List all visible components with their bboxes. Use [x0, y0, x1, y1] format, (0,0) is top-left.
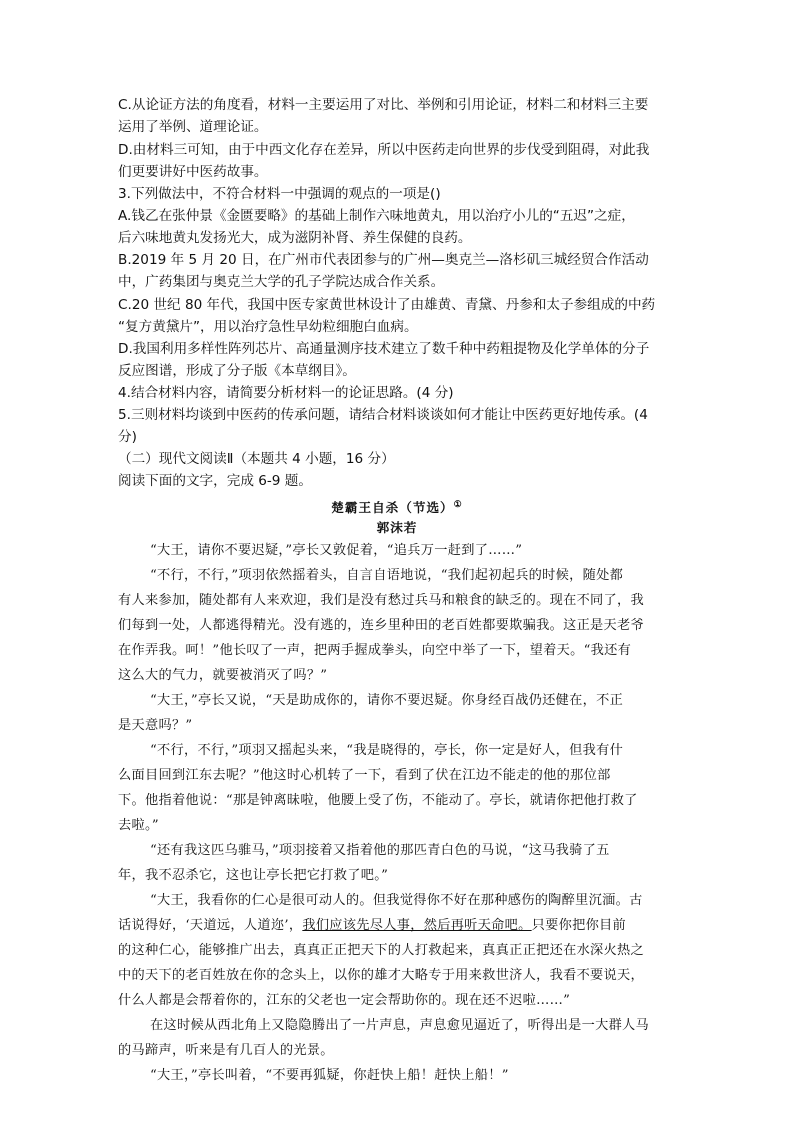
passage-line: “还有我这匹乌骓马，”项羽接着又指着他的那匹青白色的马说，“这马我骑了五 — [150, 843, 610, 858]
q3-option-c-line-1: C.20 世纪 80 年代，我国中医专家黄世林设计了由雄黄、青黛、丹参和太子参组成的中药 — [118, 297, 656, 313]
question-5-line-2: 分) — [118, 429, 137, 445]
passage-line: 们每到一处，人都逃得精光。没有逃的，连乡里种田的老百姓都要欺骗我。这正是天老爷 — [118, 618, 645, 633]
passage-text: 话说得好，‘天道远，人道迩’， — [118, 918, 303, 933]
question-4: 4.结合材料内容，请简要分析材料一的论证思路。(4 分) — [118, 385, 454, 401]
q3-option-b-line-2: 中，广药集团与奥克兰大学的孔子学院达成合作关系。 — [118, 274, 445, 290]
passage-line: “大王，我看你的仁心是很可动人的。但我觉得你不好在那种感伤的陶醉里沉湎。古 — [150, 893, 643, 908]
passage-line: “大王，”亭长又说，“天是助成你的，请你不要迟疑。你身经百战仍还健在，不正 — [150, 693, 624, 708]
passage-line: 这么大的气力，就要被消灭了吗？” — [118, 668, 328, 683]
passage-title — [0, 495, 794, 518]
passage-title-text: 楚霸王自杀（节选） — [331, 500, 454, 516]
option-d-line-1: D.由材料三可知，由于中西文化存在差异，所以中医药走向世界的步伐受到阻碍，对此我 — [118, 142, 650, 158]
passage-line: 下。他指着他说：“那是钟离昧啦，他腰上受了伤，不能动了。亭长，就请你把他打救了 — [118, 793, 638, 808]
passage-line: 的这种仁心，能够推广出去，真真正正把天下的人打救起来，真真正正把还在水深火热之 — [118, 943, 645, 958]
passage-line: 什么人都是会帮着你的，江东的父老也一定会帮助你的。现在还不迟啦……” — [118, 993, 571, 1008]
passage-author: 郭沫若 — [376, 520, 418, 535]
footnote-marker: ① — [453, 500, 463, 510]
passage-line: “不行，不行，”项羽又摇起头来，“我是晓得的，亭长，你一定是好人，但我有什 — [150, 743, 624, 758]
passage-line: 在这时候从西北角上又隐隐腾出了一片声息，声息愈见逼近了，听得出是一大群人马 — [150, 1018, 650, 1033]
passage-line: 的马蹄声，听来是有几百人的光景。 — [118, 1043, 334, 1058]
passage-line: 中的天下的老百姓放在你的念头上，以你的雄才大略专于用来救世济人，我看不要说天， — [118, 968, 645, 983]
q3-option-d-line-1: D.我国利用多样性阵列芯片、高通量测序技术建立了数千种中药粗提物及化学单体的分子 — [118, 341, 650, 357]
option-d-line-2: 们更要讲好中医药故事。 — [118, 164, 268, 180]
option-c-line-2: 运用了举例、道理论证。 — [118, 119, 268, 135]
passage-text: 只要你把你目前 — [531, 918, 627, 933]
q3-option-d-line-2: 反应图谱，形成了分子版《本草纲目》。 — [118, 363, 356, 379]
q3-option-b-line-1: B.2019 年 5 月 20 日，在广州市代表团参与的广州—奥克兰—洛杉矶三城经贸合作活动 — [118, 252, 649, 268]
passage-line: 有人来参加，随处都有人来欢迎，我们是没有愁过兵马和粮食的缺乏的。现在不同了，我 — [118, 593, 645, 608]
passage-line: “大王，”亭长叫着，“不要再狐疑，你赶快上船！赶快上船！” — [150, 1068, 509, 1083]
passage-line: “不行，不行，”项羽依然摇着头，自言自语地说，“我们起初起兵的时候，随处都 — [150, 568, 624, 583]
reading-instruction: 阅读下面的文字，完成 6-9 题。 — [118, 473, 312, 489]
section-heading: （二）现代文阅读Ⅱ（本题共 4 小题，16 分） — [118, 451, 395, 467]
question-3-stem: 3.下列做法中，不符合材料一中强调的观点的一项是() — [118, 186, 441, 202]
q3-option-a-line-1: A.钱乙在张仲景《金匮要略》的基础上制作六味地黄丸，用以治疗小儿的“五迟”之症， — [118, 208, 635, 224]
passage-line: 年，我不忍杀它，这也让亭长把它打救了吧。” — [118, 868, 389, 883]
passage-line: 是天意吗？” — [118, 718, 193, 733]
q3-option-a-line-2: 后六味地黄丸发扬光大，成为滋阴补肾、养生保健的良药。 — [118, 230, 472, 246]
passage-line: “大王，请你不要迟疑，”亭长又敦促着，“追兵万一赶到了……” — [150, 543, 523, 558]
underlined-sentence: 我们应该先尽人事，然后再听天命吧。 — [302, 918, 532, 933]
question-5-line-1: 5.三则材料均谈到中医药的传承问题，请结合材料谈谈如何才能让中医药更好地传承。(4 — [118, 407, 648, 423]
passage-line — [118, 916, 626, 936]
passage-line: 在作弄我。呵！”他长叹了一声，把两手握成拳头，向空中举了一下，望着天。“我还有 — [118, 643, 632, 658]
passage-line: 去啦。” — [118, 818, 159, 833]
q3-option-c-line-2: “复方黄黛片”，用以治疗急性早幼粒细胞白血病。 — [118, 319, 418, 335]
option-c-line-1: C.从论证方法的角度看，材料一主要运用了对比、举例和引用论证，材料二和材料三主要 — [118, 97, 649, 113]
passage-line: 么面目回到江东去呢？”他这时心机转了一下，看到了伏在江边不能走的他的那位部 — [118, 768, 611, 783]
